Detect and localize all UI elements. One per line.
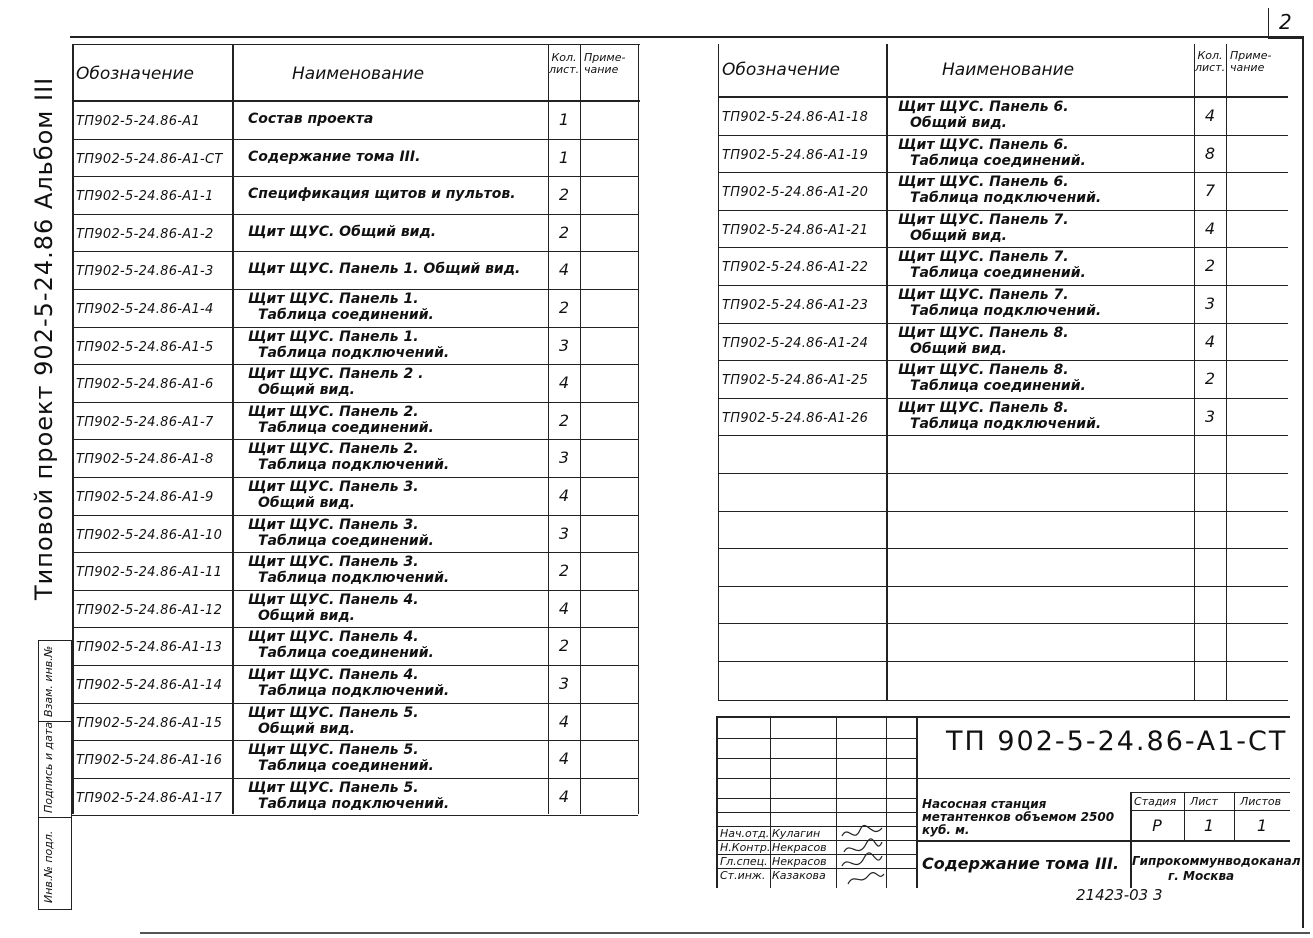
row-name-line1: Щит ЩУС. Панель 6. [898,136,1069,153]
row-name-line2: Общий вид. [258,382,355,399]
row-qty: 1 [558,110,570,129]
row-name-line1: Щит ЩУС. Панель 7. [898,211,1069,228]
table-row [72,590,638,628]
row-qty: 1 [558,147,570,167]
left-header-name: Наименование [292,64,425,84]
row-name-line1: Щит ЩУС. Панель 8. [898,399,1069,416]
row-name-line1: Состав проекта [248,111,374,127]
row-qty: 4 [558,598,570,618]
row-name-line1: Содержание тома III. [248,148,421,165]
city: г. Москва [1168,869,1235,883]
row-name-line2: Таблица подключений. [910,190,1102,207]
row-code: ТП902-5-24.86-А1-4 [76,302,214,317]
sheets-label: Листов [1240,795,1282,808]
table-row [718,398,1288,436]
table-row [72,515,638,553]
stage-value: Р [1152,816,1162,835]
row-qty: 2 [558,298,570,317]
row-code: ТП902-5-24.86-А1-24 [722,335,869,351]
table-row [72,289,638,327]
table-row [72,703,638,741]
row-name-line1: Спецификация щитов и пультов. [248,186,516,203]
row-name-line1: Щит ЩУС. Панель 5. [248,742,419,759]
table-row [72,327,638,365]
row-qty: 3 [558,448,570,468]
stage-label: Стадия [1134,795,1177,808]
row-qty: 4 [558,373,570,393]
table-row [72,552,638,590]
row-name-line1: Щит ЩУС. Панель 5. [248,704,419,721]
row-name-line1: Щит ЩУС. Панель 6. [898,174,1069,191]
table-row [718,172,1288,210]
row-name-line1: Щит ЩУС. Панель 7. [898,249,1069,266]
empty-row-line [718,548,1288,549]
object-name: Насосная станция метантенков объемом 2500 куб. м. [922,797,1115,837]
table-row [72,740,638,778]
row-name-line2: Таблица соединений. [910,152,1086,169]
row-code: ТП902-5-24.86-А1-3 [76,264,214,280]
row-code: ТП902-5-24.86-А1-12 [76,602,223,618]
empty-row-line [718,661,1288,662]
left-header-qty: Кол. лист. [549,51,580,76]
row-name-line2: Таблица соединений. [258,645,434,662]
row-name-line1: Щит ЩУС. Панель 8. [898,324,1069,341]
sheet-title: Содержание тома III. [922,854,1120,873]
row-name-line1: Щит ЩУС. Панель 3. [248,554,419,571]
row-qty: 4 [1204,218,1216,238]
row-qty: 3 [1204,406,1216,426]
row-qty: 7 [1204,181,1216,201]
table-row [718,323,1288,361]
sheet-value: 1 [1203,816,1215,835]
table-row [72,176,638,214]
table-row [72,778,638,816]
row-name-line2: Общий вид. [910,340,1007,357]
left-header-designation: Обозначение [76,64,194,84]
row-qty: 2 [558,222,570,242]
row-name-line2: Таблица подключений. [258,570,450,587]
row-code: ТП902-5-24.86-А1-20 [722,185,869,201]
role-2: Гл.спец. [720,855,768,868]
role-0: Нач.отд. [720,827,770,840]
stamp-inv-original: Инв.№ подл. [42,830,55,903]
table-row [72,139,638,177]
bottom-rule [140,932,1310,934]
row-name-line1: Щит ЩУС. Панель 1. Общий вид. [248,261,521,278]
empty-row-line [718,473,1288,474]
row-qty: 2 [1204,256,1216,276]
table-row [718,97,1288,135]
row-qty: 4 [558,711,570,731]
row-qty: 3 [558,674,570,693]
row-name-line2: Таблица соединений. [258,307,434,323]
sheet-label: Лист [1190,795,1218,808]
row-name-line1: Щит ЩУС. Панель 2 . [248,366,424,383]
row-qty: 4 [558,749,570,769]
table-row [718,247,1288,285]
left-contents-table [72,44,640,814]
row-name-line2: Таблица соединений. [910,378,1086,395]
stamp-replaced-inv: Взам. инв.№ [42,645,55,717]
role-1: Н.Контр. [720,841,771,854]
row-name-line2: Таблица подключений. [910,303,1102,319]
row-name-line1: Щит ЩУС. Панель 4. [248,591,419,608]
row-qty: 3 [558,335,570,355]
row-qty: 8 [1204,143,1216,163]
row-name-line1: Щит ЩУС. Панель 1. [248,291,419,307]
table-row [72,364,638,402]
row-name-line2: Общий вид. [258,495,355,511]
row-code: ТП902-5-24.86-А1-7 [76,414,214,430]
empty-row-line [718,511,1288,512]
page-number-box [1268,8,1303,39]
table-row [72,101,638,139]
row-code: ТП902-5-24.86-А1-16 [76,753,223,769]
title-block [716,716,1301,888]
side-title: Типовой проект 902-5-24.86 Альбом III [30,76,58,600]
table-row [72,627,638,665]
row-name-line1: Щит ЩУС. Панель 4. [248,629,419,646]
row-qty: 3 [1204,294,1216,313]
row-code: ТП902-5-24.86-А1-14 [76,678,223,693]
row-code: ТП902-5-24.86-А1-19 [722,147,869,163]
row-code: ТП902-5-24.86-А1-10 [76,527,223,543]
right-header-note: Приме- чание [1230,49,1272,74]
row-code: ТП902-5-24.86-А1-13 [76,640,223,656]
footer-number: 21423-03 3 [1076,886,1163,904]
row-qty: 2 [558,185,570,205]
signature-marks [838,822,886,888]
right-header-name: Наименование [942,60,1075,80]
row-code: ТП902-5-24.86-А1-15 [76,715,223,731]
row-code: ТП902-5-24.86-А1-22 [722,260,869,276]
person-1: Некрасов [772,841,827,854]
row-code: ТП902-5-24.86-А1-СТ [76,151,223,167]
row-name-line2: Общий вид. [910,115,1007,131]
row-qty: 4 [1204,331,1216,351]
row-qty: 4 [558,486,570,505]
doc-code: ТП 902-5-24.86-А1-СТ [946,726,1288,757]
row-code: ТП902-5-24.86-А1-2 [76,226,214,242]
table-row [718,360,1288,398]
row-code: ТП902-5-24.86-А1-6 [76,377,214,393]
right-contents-table [718,44,1288,700]
table-row [718,210,1288,248]
row-name-line1: Щит ЩУС. Панель 4. [248,667,419,683]
row-code: ТП902-5-24.86-А1-25 [722,373,869,389]
left-header-note: Приме- чание [584,51,626,76]
row-name-line2: Общий вид. [910,227,1007,244]
role-3: Ст.инж. [720,869,766,882]
row-name-line1: Щит ЩУС. Панель 2. [248,403,419,420]
row-code: ТП902-5-24.86-А1-21 [722,222,869,238]
empty-row-line [718,586,1288,587]
row-name-line1: Щит ЩУС. Панель 6. [898,99,1069,115]
table-row [718,285,1288,323]
sheets-value: 1 [1256,816,1268,835]
row-name-line2: Таблица подключений. [910,415,1102,432]
row-code: ТП902-5-24.86-А1-18 [722,110,869,125]
row-name-line2: Таблица подключений. [258,683,450,699]
row-name-line1: Щит ЩУС. Панель 7. [898,287,1069,303]
row-code: ТП902-5-24.86-А1-23 [722,298,869,313]
row-name-line1: Щит ЩУС. Панель 8. [898,362,1069,379]
row-qty: 2 [558,410,570,430]
row-name-line2: Таблица соединений. [258,532,434,549]
empty-row-line [718,623,1288,624]
row-code: ТП902-5-24.86-А1-5 [76,339,214,355]
right-header-designation: Обозначение [722,60,840,80]
row-qty: 4 [1204,106,1216,125]
stamp-signature-date: Подпись и дата [42,721,55,813]
table-row [72,402,638,440]
row-name-line1: Щит ЩУС. Панель 5. [248,779,419,796]
row-code: ТП902-5-24.86-А1-11 [76,565,223,581]
table-row [72,214,638,252]
row-qty: 3 [558,523,570,543]
row-qty: 2 [558,636,570,656]
row-code: ТП902-5-24.86-А1-8 [76,452,214,468]
organization: Гипрокоммунводоканал [1132,854,1301,868]
row-code: ТП902-5-24.86-А1-1 [76,189,214,205]
table-row [72,665,638,703]
row-qty: 4 [558,786,570,806]
row-name-line1: Щит ЩУС. Общий вид. [248,223,437,240]
row-code: ТП902-5-24.86-А1-9 [76,490,214,505]
row-code: ТП902-5-24.86-А1 [76,114,201,129]
row-code: ТП902-5-24.86-А1-17 [76,790,223,806]
row-name-line1: Щит ЩУС. Панель 2. [248,441,419,458]
row-name-line1: Щит ЩУС. Панель 3. [248,516,419,533]
row-name-line2: Общий вид. [258,720,355,737]
row-name-line2: Таблица подключений. [258,457,450,474]
row-name-line2: Таблица соединений. [258,419,434,436]
side-stamp-column [38,640,72,910]
row-qty: 4 [558,260,570,280]
row-qty: 2 [558,561,570,581]
row-name-line2: Таблица соединений. [258,758,434,775]
row-name-line1: Щит ЩУС. Панель 3. [248,479,419,495]
table-row [718,135,1288,173]
row-name-line2: Таблица соединений. [910,265,1086,282]
row-name-line2: Общий вид. [258,607,355,624]
row-name-line2: Таблица подключений. [258,795,450,812]
row-name-line1: Щит ЩУС. Панель 1. [248,328,419,345]
page-number: 2 [1279,10,1292,34]
table-row [72,439,638,477]
person-0: Кулагин [772,827,821,840]
row-code: ТП902-5-24.86-А1-26 [722,410,869,426]
row-name-line2: Таблица подключений. [258,344,450,361]
person-2: Некрасов [772,855,827,868]
row-qty: 2 [1204,369,1216,389]
right-header-qty: Кол. лист. [1195,49,1226,74]
person-3: Казакова [772,869,826,882]
table-row [72,477,638,515]
table-row [72,251,638,289]
